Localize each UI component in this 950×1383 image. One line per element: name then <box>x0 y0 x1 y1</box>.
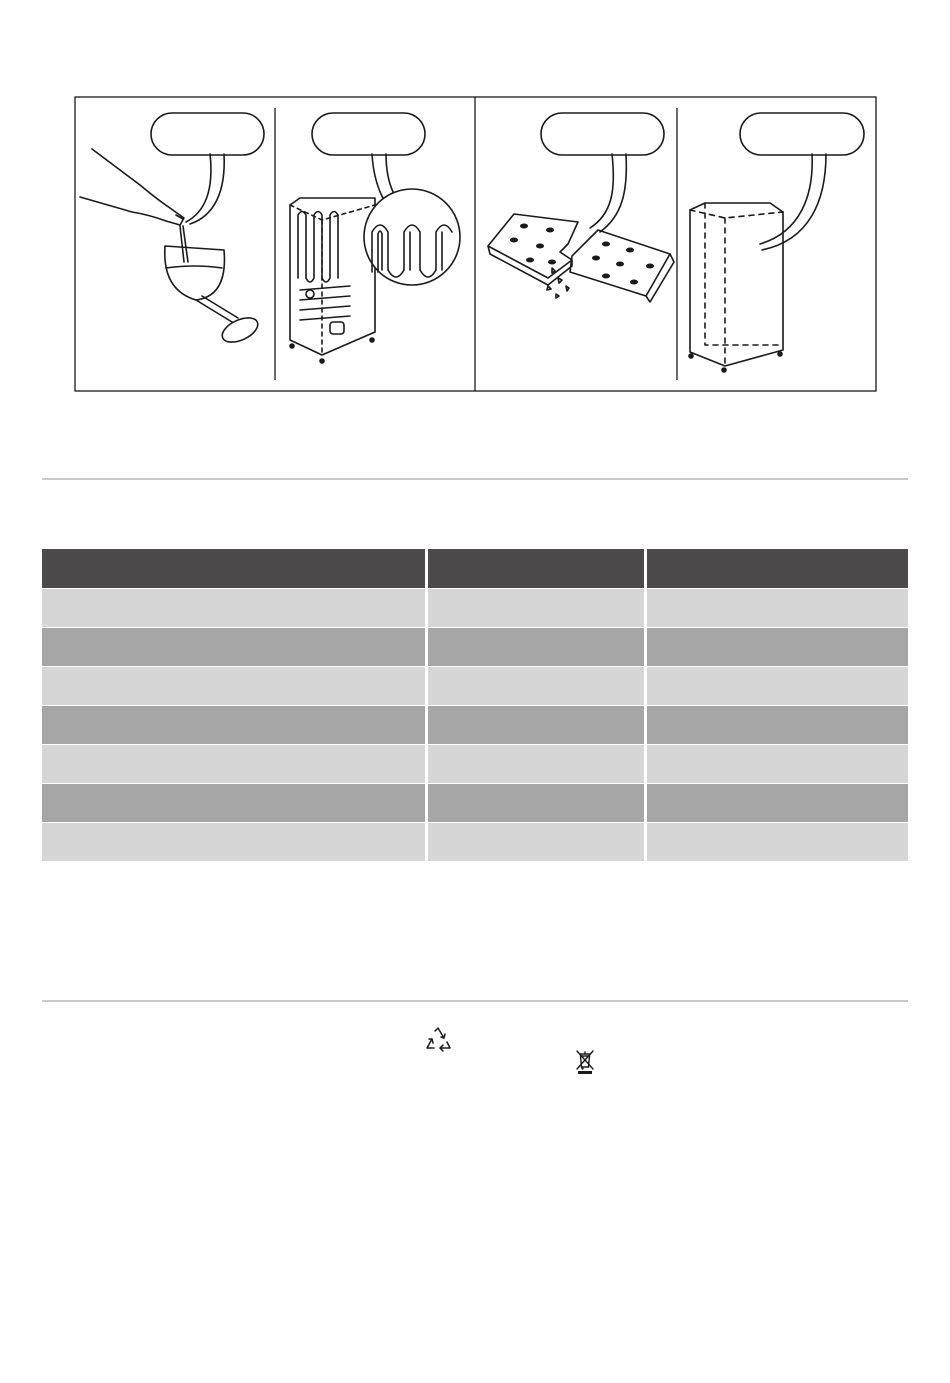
wine-pour-icon <box>80 113 264 347</box>
crossed-out-bin-icon <box>574 1048 596 1076</box>
table-cell <box>645 628 908 667</box>
table-row <box>42 823 908 862</box>
table-row <box>42 745 908 784</box>
callout-bubble <box>312 113 425 155</box>
table-cell <box>645 784 908 823</box>
callout-tail <box>590 154 626 232</box>
section-divider <box>42 478 908 480</box>
table-row <box>42 589 908 628</box>
table-cell <box>426 589 645 628</box>
table-row <box>42 706 908 745</box>
table-cell <box>42 628 426 667</box>
table-header-row <box>42 549 908 589</box>
table-cell <box>42 745 426 784</box>
table-cell <box>426 745 645 784</box>
wine-bottle <box>80 149 184 225</box>
table-cell <box>42 784 426 823</box>
table-cell <box>42 823 426 862</box>
callout-tail <box>760 154 826 250</box>
table-cell <box>426 823 645 862</box>
cabinet-outline-icon <box>689 113 864 372</box>
table-row <box>42 784 908 823</box>
table-cell <box>42 667 426 706</box>
table-row <box>42 628 908 667</box>
table-cell <box>645 706 908 745</box>
table-cell <box>645 667 908 706</box>
table-header-cell <box>42 549 426 589</box>
condenser-coil-icon <box>290 113 460 363</box>
table-cell <box>42 589 426 628</box>
recycle-icon <box>424 1026 452 1054</box>
illustration-panel <box>0 0 950 400</box>
section-divider <box>42 1000 908 1002</box>
foam-piece-left <box>488 214 578 278</box>
table-header-cell <box>645 549 908 589</box>
table-cell <box>645 745 908 784</box>
wine-glass <box>165 246 225 300</box>
wine-stream <box>180 226 188 262</box>
callout-tail <box>186 154 224 224</box>
callout-bubble <box>151 113 264 155</box>
table-row <box>42 667 908 706</box>
table-cell <box>645 823 908 862</box>
table-cell <box>42 706 426 745</box>
callout-bubble <box>740 113 864 155</box>
appliance-back <box>290 198 375 355</box>
table-header-cell <box>426 549 645 589</box>
foam-insulation-icon <box>488 113 674 302</box>
table-cell <box>645 589 908 628</box>
table-cell <box>426 628 645 667</box>
table-cell <box>426 706 645 745</box>
table-cell <box>426 667 645 706</box>
glass-stem <box>196 296 238 322</box>
specs-table <box>42 549 908 862</box>
table-cell <box>426 784 645 823</box>
callout-bubble <box>541 113 664 155</box>
cabinet-body <box>690 203 783 366</box>
